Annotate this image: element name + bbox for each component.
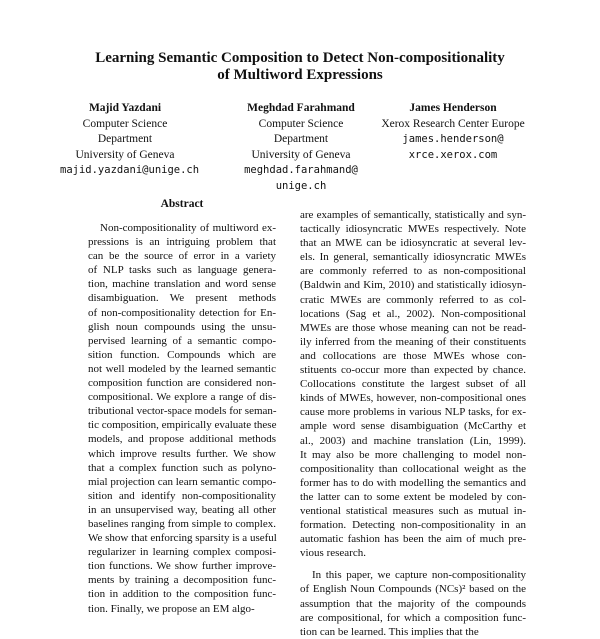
abstract-text <box>88 221 277 615</box>
author-name: Meghdad Farahmand <box>247 102 355 114</box>
body-line: stituents co-occur more than expected by chance. <box>300 364 526 377</box>
body-line: ily inferred from the meaning of their constituents <box>300 335 526 348</box>
author-affiliation: Computer Science <box>82 117 168 130</box>
body-line: kinds of MWEs, however, non-compositional ones <box>300 392 526 405</box>
abstract-line: pressions is an intriguing problem that <box>88 236 276 249</box>
author-affiliation: Department <box>97 133 153 145</box>
author-name: James Henderson <box>409 102 497 114</box>
body-line: locations (Sag et al., 2002). Non-compositional <box>300 307 526 320</box>
abstract-line: We show that enforcing sparsity is a useful <box>88 532 277 545</box>
abstract-line: can be the source of error in a variety <box>88 250 276 263</box>
body-line: are compositional, for which a composition func- <box>300 611 526 624</box>
body-line: former has to do with modelling the semantics and <box>300 476 526 489</box>
author-email: unige.ch <box>275 179 327 192</box>
abstract-line: baselines ranging from simple to complex. <box>88 517 276 530</box>
abstract-line: of non-compositionality detection for En- <box>88 306 276 319</box>
author-email: meghdad.farahmand@ <box>244 164 358 176</box>
abstract-heading: Abstract <box>160 198 204 210</box>
abstract-line: tributional vector-space models for seman- <box>88 405 277 418</box>
body-line: MWEs are those whose meaning can not be read- <box>300 321 526 334</box>
abstract-line: disambiguation. We present methods <box>88 292 276 305</box>
author-affiliation: University of Geneva <box>251 148 351 161</box>
body-line: ample word sense disambiguation (McCarthy et <box>300 420 526 433</box>
body-line: It may also be more challenging to model non- <box>300 448 526 461</box>
body-line: In this paper, we capture non-compositionality <box>312 569 526 582</box>
author-affiliation: Computer Science <box>258 117 344 130</box>
author-affiliation: Xerox Research Center Europe <box>381 117 525 130</box>
paper-title-line-2: of Multiword Expressions <box>217 67 383 83</box>
abstract-line: mial projection can learn semantic compo- <box>88 475 276 488</box>
abstract-line: Non-compositionality of multiword ex- <box>100 222 276 234</box>
body-line: vious research. <box>300 547 366 560</box>
abstract-line: tion functions. We show further improve- <box>88 560 276 573</box>
abstract-line: tion. Finally, we propose an EM algo- <box>88 602 255 615</box>
abstract-line: ments by training a decomposition func- <box>88 574 276 587</box>
body-line: assumption that the majority of the compounds <box>300 597 526 610</box>
abstract-line: that a complex function such as polyno- <box>88 461 276 474</box>
abstract-line: glish noun compounds using the unsu- <box>88 320 276 333</box>
body-line: els. In general, semantically idiosyncratic MWEs <box>300 251 526 264</box>
body-line: tactically idiosyncratic MWEs respectively. Note <box>300 223 526 236</box>
abstract-line: tion, machine translation and word sense <box>88 278 276 291</box>
body-line: cratic MWEs are commonly referred to as col- <box>300 293 526 306</box>
abstract-line: which improve results further. We show <box>88 447 276 460</box>
author-block-1 <box>60 101 200 179</box>
body-line: compositionality than collocational weight as the <box>300 462 526 475</box>
abstract-line: compositional. We explore a range of dis- <box>88 391 276 404</box>
author-email: james.henderson@ <box>402 133 504 145</box>
abstract-line: pervised learning of a semantic compo- <box>88 334 276 347</box>
abstract-line: tic composition, empirically evaluate these <box>88 419 277 432</box>
abstract-line: sition and identify non-compositionality <box>88 489 276 502</box>
body-line: Collocations constitute the largest subset of all <box>300 378 526 391</box>
abstract-line: not well modeled by the learned semantic <box>88 362 276 375</box>
body-line: that an MWE can be idiosyncratic at several lev- <box>300 237 526 250</box>
abstract-line: regularizer in learning complex composi- <box>88 546 276 559</box>
body-line: (Baldwin and Kim, 2010) and statistically idiosyn- <box>300 279 526 292</box>
body-line: formation. Detecting non-compositionality in an <box>300 519 526 532</box>
body-line: al., 2003) and machine translation (Lin, 1999). <box>300 434 526 447</box>
body-line: cause more problems in various NLP tasks, for ex- <box>300 406 526 419</box>
body-column-right <box>300 208 526 638</box>
body-line: tion can be learned. This implies that the <box>300 625 479 638</box>
author-block-2 <box>232 101 370 194</box>
author-email: majid.yazdani@unige.ch <box>60 164 200 176</box>
author-name: Majid Yazdani <box>88 102 162 114</box>
body-line: and collocations are those MWEs whose con- <box>300 349 526 362</box>
abstract-line: composition function are considered non- <box>88 377 276 390</box>
body-line: are examples of semantically, statistically and syn- <box>300 209 526 221</box>
author-email: xrce.xerox.com <box>408 148 498 161</box>
body-line: automatic fashion has been the aim of much pre- <box>300 533 526 546</box>
body-line <box>300 560 526 568</box>
body-line: of English Noun Compounds (NCs)² based on the <box>300 583 526 596</box>
author-affiliation: Department <box>273 133 329 145</box>
paper-title-line-1: Learning Semantic Composition to Detect Non-compositionality <box>95 50 505 66</box>
author-block-3 <box>372 101 534 163</box>
abstract-line: tion in addition to the composition func- <box>88 588 276 601</box>
body-line: ventional statistical measures such as mutual in- <box>300 504 526 517</box>
author-affiliation: University of Geneva <box>75 148 175 161</box>
abstract-line: in an unsupervised way, beating all other <box>88 503 276 516</box>
abstract-line: models, and propose additional methods <box>88 433 276 446</box>
abstract-line: of NLP tasks such as language genera- <box>88 264 276 277</box>
body-line: the latter can to some extent be modeled by con- <box>300 490 526 503</box>
abstract-line: sition function. Compounds which are <box>88 348 276 361</box>
body-line: are commonly referred to as non-compositional <box>300 265 526 278</box>
